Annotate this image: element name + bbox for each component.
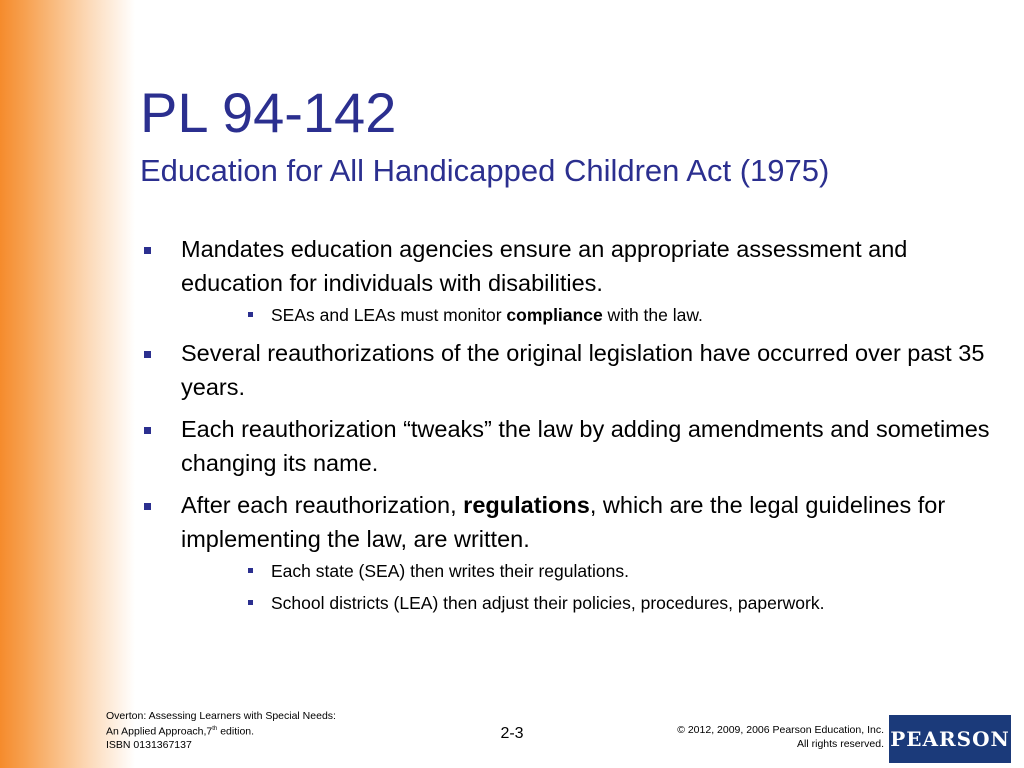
sub-bullet-text: School districts (LEA) then adjust their policies, procedures, paperwork. <box>271 593 825 613</box>
bullet-item <box>140 488 1000 616</box>
bullet-text: After each reauthorization, <box>181 492 464 518</box>
square-bullet-icon <box>248 312 253 317</box>
footer-citation-line: Overton: Assessing Learners with Special Needs: <box>106 710 336 722</box>
footer-citation <box>106 710 336 752</box>
square-bullet-icon <box>248 568 253 573</box>
square-bullet-icon <box>144 427 151 434</box>
sub-bullet-item <box>140 302 1000 328</box>
footer-citation-text: An Applied Approach,7 <box>106 725 213 738</box>
bullet-text: Several reauthorizations of the original legislation have occurred over past 35 years. <box>181 340 985 400</box>
bullet-bold-text: regulations <box>463 492 590 518</box>
orange-side-band <box>0 0 135 768</box>
sub-bullet-text: with the law. <box>602 305 703 325</box>
bullet-text: Each reauthorization “tweaks” the law by adding amendments and sometimes changing its name. <box>181 416 990 476</box>
bullet-text: , which are the legal guidelines for implementing the law, are written. <box>181 492 946 552</box>
sub-bullet-item <box>140 558 1000 584</box>
copyright-line: All rights reserved. <box>797 738 884 750</box>
sub-bullet-list <box>140 558 1000 616</box>
bullet-item <box>140 336 1000 404</box>
footer-citation-text: edition. <box>217 725 255 738</box>
sub-bullet-list <box>140 302 1000 328</box>
bullet-item <box>140 412 1000 480</box>
footer-citation-line <box>106 723 336 739</box>
slide-title: PL 94-142 <box>140 81 397 144</box>
square-bullet-icon <box>144 351 151 358</box>
sub-bullet-bold-text: compliance <box>506 305 603 325</box>
sub-bullet-text: SEAs and LEAs must monitor <box>271 305 507 325</box>
slide-subtitle: Education for All Handicapped Children Act (1975) <box>140 153 830 188</box>
pearson-logo-text: PEARSON <box>890 727 1010 751</box>
sub-bullet-item <box>140 590 1000 616</box>
page-number: 2-3 <box>500 725 524 742</box>
footer-citation-line: ISBN 0131367137 <box>106 738 192 751</box>
bullet-list <box>140 232 1000 624</box>
square-bullet-icon <box>144 247 151 254</box>
square-bullet-icon <box>248 600 253 605</box>
square-bullet-icon <box>144 503 151 510</box>
pearson-logo <box>889 715 1011 763</box>
bullet-item <box>140 232 1000 328</box>
sub-bullet-text: Each state (SEA) then writes their regulations. <box>271 561 629 581</box>
footer-copyright <box>677 723 884 751</box>
copyright-line: © 2012, 2009, 2006 Pearson Education, Inc. <box>677 724 884 736</box>
bullet-text: Mandates education agencies ensure an appropriate assessment and education for individuals with disabilities. <box>181 236 908 296</box>
footer-citation-sup: th <box>212 726 218 732</box>
